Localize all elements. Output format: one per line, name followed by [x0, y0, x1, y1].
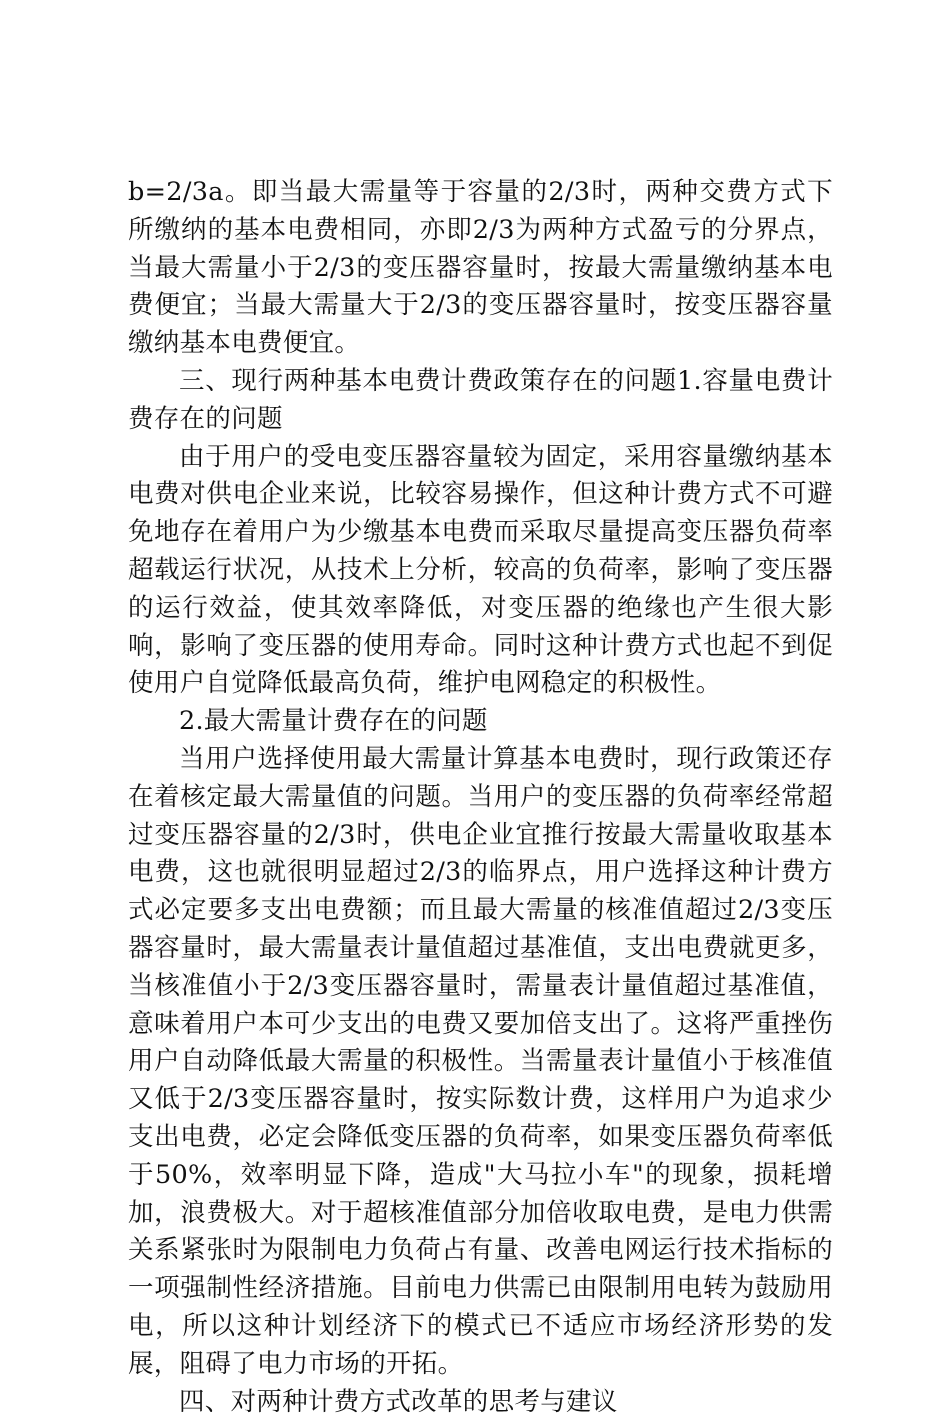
paragraph-capacity-issues: 由于用户的受电变压器容量较为固定，采用容量缴纳基本电费对供电企业来说，比较容易操作，但这种计费方式不可避免地存在着用户为少缴基本电费而采取尽量提高变压器负荷率超载运行状况，从技术上分析，较高的负荷率，影响了变压器的运行效益，使其效率降低，对变压器的绝缘也产生很大影响，影响了变压器的使用寿命。同时这种计费方式也起不到促使用户自觉降低最高负荷，维护电网稳定的积极性。	[128, 439, 833, 704]
paragraph-max-demand-issues: 当用户选择使用最大需量计算基本电费时，现行政策还存在着核定最大需量值的问题。当用户的变压器的负荷率经常超过变压器容量的2/3时，供电企业宜推行按最大需量收取基本电费，这也就很明显超过2/3的临界点，用户选择这种计费方式必定要多支出电费额；而且最大需量的核准值超过2/3变压器容量时，最大需量表计量值超过基准值，支出电费就更多，当核准值小于2/3变压器容量时，需量表计量值超过基准值，意味着用户本可少支出的电费又要加倍支出了。这将严重挫伤用户自动降低最大需量的积极性。当需量表计量值小于核准值又低于2/3变压器容量时，按实际数计费，这样用户为追求少支出电费，必定会降低变压器的负荷率，如果变压器负荷率低于50%，效率明显下降，造成"大马拉小车"的现象，损耗增加，浪费极大。对于超核准值部分加倍收取电费，是电力供需关系紧张时为限制电力负荷占有量、改善电网运行技术指标的一项强制性经济措施。目前电力供需已由限制用电转为鼓励用电，所以这种计划经济下的模式已不适应市场经济形势的发展，阻碍了电力市场的开拓。	[128, 741, 833, 1384]
document-body	[128, 174, 833, 1421]
section-heading-4: 四、对两种计费方式改革的思考与建议	[128, 1384, 833, 1421]
section-heading-3: 三、现行两种基本电费计费政策存在的问题1.容量电费计费存在的问题	[128, 363, 833, 439]
paragraph-break-even: b=2/3a。即当最大需量等于容量的2/3时，两种交费方式下所缴纳的基本电费相同，亦即2/3为两种方式盈亏的分界点，当最大需量小于2/3的变压器容量时，按最大需量缴纳基本电费便宜；当最大需量大于2/3的变压器容量时，按变压器容量缴纳基本电费便宜。	[128, 174, 833, 363]
subheading-max-demand: 2.最大需量计费存在的问题	[128, 703, 833, 741]
